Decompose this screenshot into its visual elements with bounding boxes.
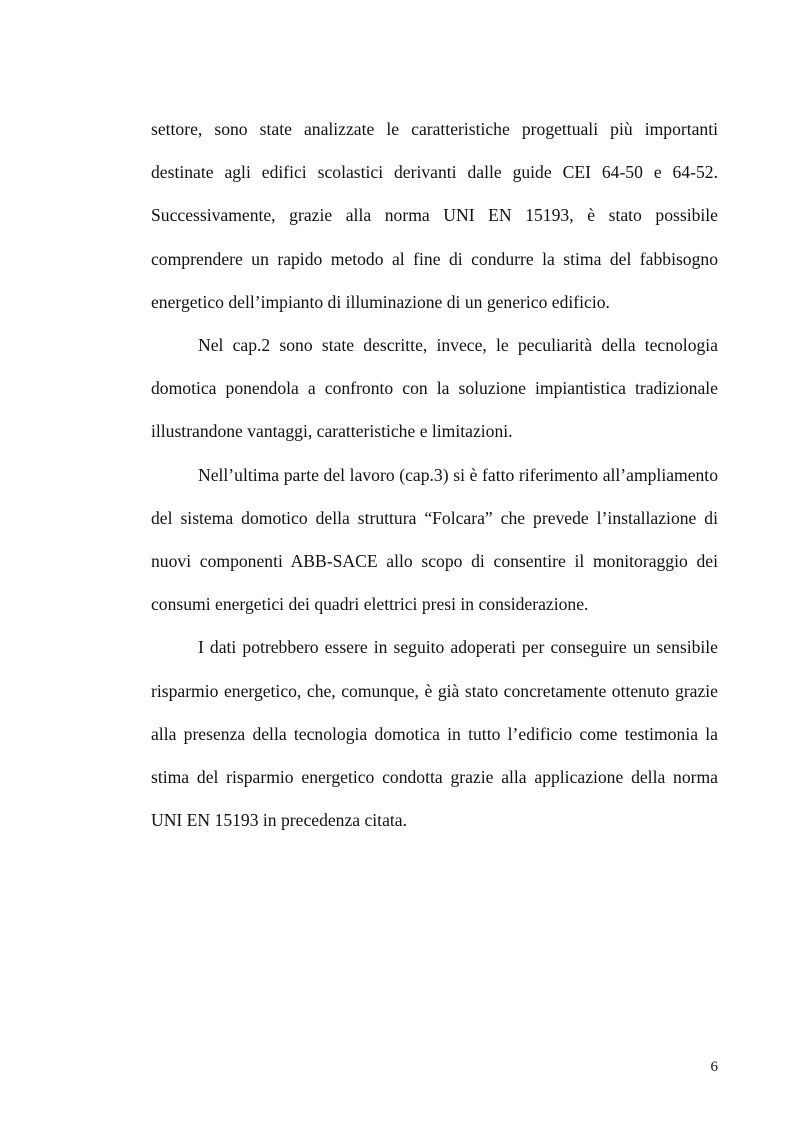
body-text [151,108,718,842]
paragraph-cap2: Nel cap.2 sono state descritte, invece, le peculiarità della tecnologia domotica ponendola a confronto con la soluzione impiantistica tradizionale illustrandone vantaggi, caratteristiche e limitazioni. [151,335,718,442]
paragraph-conclusion: I dati potrebbero essere in seguito adoperati per conseguire un sensibile risparmio energetico, che, comunque, è già stato concretamente ottenuto grazie alla presenza della tecnologia domotica in tutto l’edificio come testimonia la stima del risparmio energetico condotta grazie alla applicazione della norma UNI EN 15193 in precedenza citata. [151,637,718,831]
page-number: 6 [710,1059,718,1075]
paragraph-cap3: Nell’ultima parte del lavoro (cap.3) si è fatto riferimento all’ampliamento del sistema domotico della struttura “Folcara” che prevede l’installazione di nuovi componenti ABB-SACE allo scopo di consentire il monitoraggio dei consumi energetici dei quadri elettrici presi in considerazione. [151,464,718,615]
paragraph-continuation: settore, sono state analizzate le caratteristiche progettuali più importanti destinate agli edifici scolastici derivanti dalle guide CEI 64-50 e 64-52. Successivamente, grazie alla norma UNI EN 15193, è stato possibile comprendere un rapido metodo al fine di condurre la stima del fabbisogno energetico dell’impianto di illuminazione di un generico edificio. [151,119,718,312]
